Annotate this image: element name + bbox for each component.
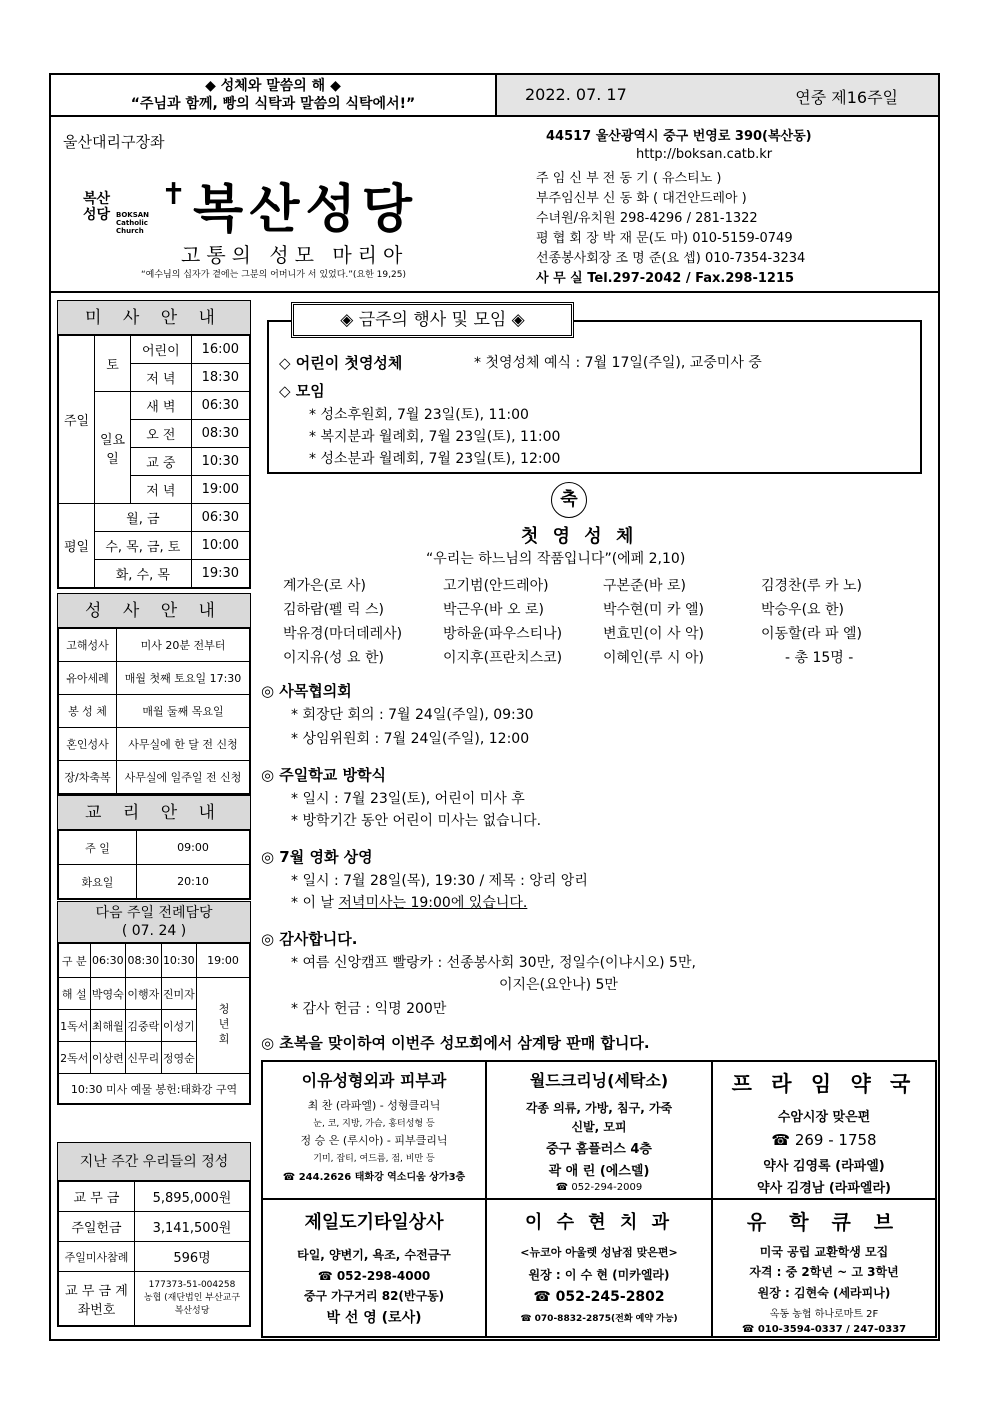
- news-item: * 일시 : 7월 23일(토), 어린이 미사 후: [291, 791, 525, 807]
- account-line-3: 복산성당: [174, 1306, 210, 1316]
- ad-title: 이유성형외과 피부과: [301, 1071, 447, 1090]
- ad-title: 월드크리닝(세탁소): [529, 1071, 669, 1090]
- ad-line: 자격 : 중 2학년 ~ 고 3학년: [749, 1265, 899, 1279]
- mass-time: 19:30: [191, 560, 249, 588]
- sacrament-title: 성 사 안 내: [58, 594, 250, 628]
- ad-title: 제일도기타일상사: [304, 1212, 444, 1233]
- saturday-label: 토: [95, 336, 131, 392]
- events-title: ◈ 금주의 행사 및 모임 ◈: [291, 302, 574, 338]
- col-header: 10:30: [161, 944, 196, 978]
- col-header: 06:30: [90, 944, 125, 978]
- event-meetings: ◇ 모임: [279, 382, 325, 400]
- volunteer: 진미자: [161, 978, 196, 1010]
- mass-name: 교 중: [131, 448, 192, 476]
- news-item: * 상임위원회 : 7월 24일(주일), 12:00: [291, 731, 530, 747]
- weekday-label: 평일: [59, 504, 95, 588]
- news-item: 이지은(요안나) 5만: [499, 977, 618, 993]
- catechism-time: 20:10: [137, 865, 250, 899]
- ad-line: 원장 : 김현숙 (세라피나): [757, 1286, 891, 1300]
- sacrament-detail: 사무실에 한 달 전 신청: [117, 728, 250, 761]
- volunteer: 이상련: [90, 1042, 125, 1074]
- communicant: 김하람(펠 릭 스): [283, 602, 384, 618]
- news-item: * 일시 : 7월 28일(목), 19:30 / 제목 : 앙리 앙리: [291, 873, 588, 889]
- office-phone: 사 무 실 Tel.297-2042 / Fax.298-1215: [536, 271, 795, 286]
- sunday-day-label: 일요일: [95, 392, 131, 504]
- cross-icon: ✝: [161, 177, 187, 212]
- volunteer: 김중락: [126, 1010, 161, 1042]
- liturgy-table: [58, 943, 250, 1104]
- logo-text-2: 성당: [83, 207, 111, 223]
- mission-president: 선종봉사회장 조 명 준(요 셉) 010-7354-3234: [536, 251, 806, 266]
- event-first-communion: ◇ 어린이 첫영성체: [279, 354, 403, 372]
- communicant: 이동할(라 파 엘): [761, 626, 862, 642]
- diocese: 울산대리구장좌: [63, 133, 165, 151]
- ad-title: 유 학 큐 브: [746, 1210, 902, 1234]
- mass-time: 10:30: [191, 448, 249, 476]
- communicant: 구본준(바 로): [603, 578, 686, 594]
- mass-time: 06:30: [191, 504, 249, 532]
- masthead: [51, 117, 938, 293]
- offering-amount: 5,895,000원: [135, 1182, 250, 1212]
- pastor: 주 임 신 부 전 동 기 ( 유스티노 ): [536, 171, 722, 186]
- ad-dental: [487, 1200, 713, 1336]
- volunteer: 최해월: [90, 1010, 125, 1042]
- communicant: 이지후(프란치스코): [443, 650, 563, 666]
- section-thanks: ◎ 감사합니다.: [261, 930, 358, 948]
- section-movie: ◎ 7월 영화 상영: [261, 848, 373, 866]
- weekday-days: 월, 금: [95, 504, 192, 532]
- sacrament-detail: 매월 첫째 토요일 17:30: [117, 662, 250, 695]
- sacrament-detail: 사무실에 일주일 전 신청: [117, 761, 250, 794]
- liturgy-roster: [57, 901, 251, 1105]
- account-line-2: 농협 (재단법인 부산교구: [143, 1293, 241, 1303]
- mass-schedule: [57, 300, 251, 589]
- role: 2독서: [59, 1042, 91, 1074]
- communicant: 고기범(안드레아): [443, 578, 549, 594]
- news-item-underlined: 저녁미사는 19:00에 있습니다.: [338, 895, 528, 911]
- mass-time: 18:30: [191, 364, 249, 392]
- section-school: ◎ 주일학교 방학식: [261, 766, 386, 784]
- mass-time: 06:30: [191, 392, 249, 420]
- events-box: [267, 320, 922, 474]
- ad-line: ☎ 070-8832-2875(전화 예약 가능): [520, 1314, 678, 1324]
- ad-line: ☎ 010-3594-0337 / 247-0337: [741, 1324, 907, 1335]
- sacrament-name: 봉 성 체: [59, 695, 117, 728]
- logo-en-2: Catholic Church: [116, 219, 148, 235]
- sacrament-name: 장/차축복: [59, 761, 117, 794]
- role: 1독서: [59, 1010, 91, 1042]
- mass-time: 19:00: [191, 476, 249, 504]
- mass-name: 새 벽: [131, 392, 192, 420]
- ad-cleaning: [487, 1062, 713, 1200]
- communicant: 박근우(바 오 로): [443, 602, 544, 618]
- ad-line: 수암시장 맞은편: [777, 1110, 871, 1125]
- col-header: 구 분: [59, 944, 91, 978]
- mass-name: 오 전: [131, 420, 192, 448]
- communion-title: 첫 영 성 체: [521, 526, 638, 547]
- news-item: * 여름 신앙캠프 빨랑카 : 선종봉사회 30만, 정일수(이냐시오) 5만,: [291, 955, 696, 971]
- ad-line: <뉴코아 아울렛 성남점 맞은편>: [520, 1246, 678, 1259]
- account-line-1: 177373-51-004258: [148, 1280, 236, 1290]
- liturgy-note: 10:30 미사 예물 봉헌:태화강 구역: [59, 1074, 250, 1104]
- news-item: [291, 892, 527, 912]
- communicant: 계가은(로 사): [283, 578, 366, 594]
- sacrament-table: [58, 628, 250, 794]
- mass-title: 미 사 안 내: [58, 301, 250, 335]
- ad-line: 신발, 모피: [571, 1120, 627, 1134]
- celebration-badge-icon: 축: [551, 482, 587, 518]
- ad-line: ☎ 052-298-4000: [317, 1269, 431, 1283]
- patron-saint: 고통의 성모 마리아: [181, 243, 409, 267]
- top-header: [51, 75, 938, 117]
- sacrament-detail: 매월 둘째 목요일: [117, 695, 250, 728]
- news-item: * 회장단 회의 : 7월 24일(주일), 09:30: [291, 707, 534, 723]
- ad-pharmacy: [713, 1062, 935, 1200]
- col-header: 19:00: [197, 944, 250, 978]
- ad-line: ☎ 052-245-2802: [533, 1289, 665, 1305]
- section-council: ◎ 사목협의회: [261, 682, 352, 700]
- meeting-item: * 성소분과 월례회, 7월 23일(토), 12:00: [309, 451, 561, 467]
- volunteer: 이성기: [161, 1010, 196, 1042]
- sacrament-name: 혼인성사: [59, 728, 117, 761]
- ad-line: 눈, 코, 지방, 가슴, 홍터성형 등: [313, 1119, 435, 1129]
- sacrament-name: 유아세례: [59, 662, 117, 695]
- mass-time: 08:30: [191, 420, 249, 448]
- weekday-days: 화, 수, 목: [95, 560, 192, 588]
- liturgical-week: 연중 제16주일: [795, 88, 898, 107]
- ad-line: 옥동 농협 하나로마트 2F: [769, 1309, 879, 1320]
- sunday-label: 주일: [59, 336, 95, 504]
- motto-box: [51, 75, 495, 115]
- date-box: [495, 75, 938, 115]
- ad-line: 박 선 영 (로사): [326, 1310, 422, 1326]
- communicant: 박유경(마더데레사): [283, 626, 403, 642]
- volunteer: 이행자: [126, 978, 161, 1010]
- mass-name: 저 녁: [131, 476, 192, 504]
- issue-date: 2022. 07. 17: [525, 85, 627, 104]
- bulletin-frame: [49, 73, 940, 1341]
- communicant-total: - 총 15명 -: [785, 650, 854, 666]
- volunteer: 박영숙: [90, 978, 125, 1010]
- logo-en-1: BOKSAN: [116, 211, 150, 219]
- communicant: 방하윤(파우스티나): [443, 626, 563, 642]
- ad-title: 이 수 현 치 과: [524, 1212, 673, 1233]
- address: 44517 울산광역시 중구 번영로 390(복산동): [546, 129, 812, 144]
- offering-amount: 596명: [135, 1242, 250, 1272]
- event-first-communion-desc: * 첫영성체 예식 : 7월 17일(주일), 교중미사 중: [474, 355, 762, 371]
- communicant: 박수현(미 카 엘): [603, 602, 704, 618]
- meeting-item: * 복지분과 월례회, 7월 23일(토), 11:00: [309, 429, 561, 445]
- sacrament-detail: 미사 20분 전부터: [117, 629, 250, 662]
- ad-line: 중구 홈플러스 4층: [545, 1142, 652, 1157]
- church-logo: [83, 177, 187, 235]
- news-item: * 방학기간 동안 어린이 미사는 없습니다.: [291, 813, 542, 829]
- liturgy-title: 다음 주일 전례담당: [95, 905, 213, 921]
- ad-tiles: [263, 1200, 487, 1336]
- mass-name: 저 녁: [131, 364, 192, 392]
- catechism-day: 주 일: [59, 831, 137, 865]
- council-president: 평 협 회 장 박 재 문(도 마) 010-5159-0749: [536, 231, 793, 246]
- col-header: 08:30: [126, 944, 161, 978]
- ad-line: 중구 가구거리 82(반구동): [303, 1289, 445, 1303]
- offering-amount: 3,141,500원: [135, 1212, 250, 1242]
- offering-title: 지난 주간 우리들의 정성: [58, 1143, 250, 1181]
- ad-study-abroad: [713, 1200, 935, 1336]
- catechism-time: 09:00: [137, 831, 250, 865]
- motto-top: ◆ 성체와 말씀의 해 ◆: [205, 78, 341, 94]
- catechism-title: 교 리 안 내: [58, 796, 250, 830]
- assistant-pastor: 부주임신부 신 동 화 ( 대건안드레아 ): [536, 191, 747, 206]
- communicant: 이지유(성 요 한): [283, 650, 384, 666]
- volunteer: 정영순: [161, 1042, 196, 1074]
- mass-time: 16:00: [191, 336, 249, 364]
- ad-title: 프 라 임 약 국: [731, 1072, 917, 1096]
- mass-table: [58, 335, 250, 588]
- offering-info: [57, 1142, 251, 1327]
- ad-line: 각종 의류, 가방, 침구, 가죽: [525, 1101, 673, 1115]
- offering-table: [58, 1181, 250, 1326]
- church-name: 복산성당: [193, 179, 418, 240]
- ad-line: ☎ 052-294-2009: [555, 1182, 643, 1193]
- ad-line: 곽 애 린 (에스델): [548, 1164, 650, 1179]
- volunteer: 신무리: [126, 1042, 161, 1074]
- logo-text-1: 복산: [83, 191, 111, 207]
- ad-plastic-surgery: [263, 1062, 487, 1200]
- offering-type: 교 무 금: [59, 1182, 135, 1212]
- account-number: [135, 1272, 250, 1326]
- news-item-prefix: * 이 날: [291, 895, 339, 911]
- convent-phone: 수녀원/유치원 298-4296 / 281-1322: [536, 211, 758, 226]
- ad-line: 기미, 잡티, 여드름, 점, 비만 등: [313, 1154, 435, 1164]
- website[interactable]: http://boksan.catb.kr: [636, 147, 773, 162]
- ad-line: ☎ 269 - 1758: [771, 1131, 877, 1149]
- role: 해 설: [59, 978, 91, 1010]
- offering-type: 주일미사참례: [59, 1242, 135, 1272]
- motto-text: “주님과 함께, 빵의 식탁과 말씀의 식탁에서!”: [130, 96, 416, 112]
- communicant: 김경찬(루 카 노): [761, 578, 862, 594]
- catechism-day: 화요일: [59, 865, 137, 899]
- catechism-table: [58, 830, 250, 899]
- mass-name: 어린이: [131, 336, 192, 364]
- youth-group: 청년회: [197, 978, 250, 1074]
- liturgy-date: ( 07. 24 ): [121, 923, 187, 939]
- liturgy-header: [58, 902, 250, 943]
- logo-english: [116, 211, 176, 235]
- ad-line: 원장 : 이 수 현 (미카엘라): [528, 1268, 670, 1282]
- mass-time: 10:00: [191, 532, 249, 560]
- catechism-info: [57, 795, 251, 900]
- ad-line: 최 찬 (라파엘) - 성형클리닉: [307, 1099, 441, 1112]
- ad-line: 타일, 양변기, 욕조, 수전금구: [297, 1248, 451, 1262]
- sacrament-name: 고해성사: [59, 629, 117, 662]
- meeting-item: * 성소후원회, 7월 23일(토), 11:00: [309, 407, 529, 423]
- communicant: 이혜인(루 시 아): [603, 650, 704, 666]
- ad-line: 미국 공립 교환학생 모집: [759, 1245, 889, 1259]
- ad-line: 약사 김영록 (라파엘): [763, 1159, 885, 1174]
- communicant: 박승우(요 한): [761, 602, 844, 618]
- ad-line: 정 승 은 (루시아) - 피부클리닉: [300, 1134, 448, 1147]
- communion-quote: “우리는 하느님의 작품입니다”(에페 2,10): [426, 551, 686, 567]
- section-bok: ◎ 초복을 맞이하여 이번주 성모회에서 삼계탕 판매 합니다.: [261, 1034, 650, 1052]
- patron-verse: “예수님의 십자가 곁에는 그분의 어머니가 서 있었다.”(요한 19,25): [141, 270, 406, 280]
- ad-line: ☎ 244.2626 태화강 역소디움 상가3층: [282, 1172, 466, 1183]
- account-label: 교 무 금 계좌번호: [59, 1272, 135, 1326]
- ad-line: 약사 김경남 (라파엘라): [757, 1181, 891, 1196]
- ads-grid: [261, 1060, 937, 1338]
- weekday-days: 수, 목, 금, 토: [95, 532, 192, 560]
- news-item: * 감사 헌금 : 익명 200만: [291, 1001, 447, 1017]
- sacrament-info: [57, 593, 251, 795]
- communicant: 변효민(이 사 악): [603, 626, 704, 642]
- offering-type: 주일헌금: [59, 1212, 135, 1242]
